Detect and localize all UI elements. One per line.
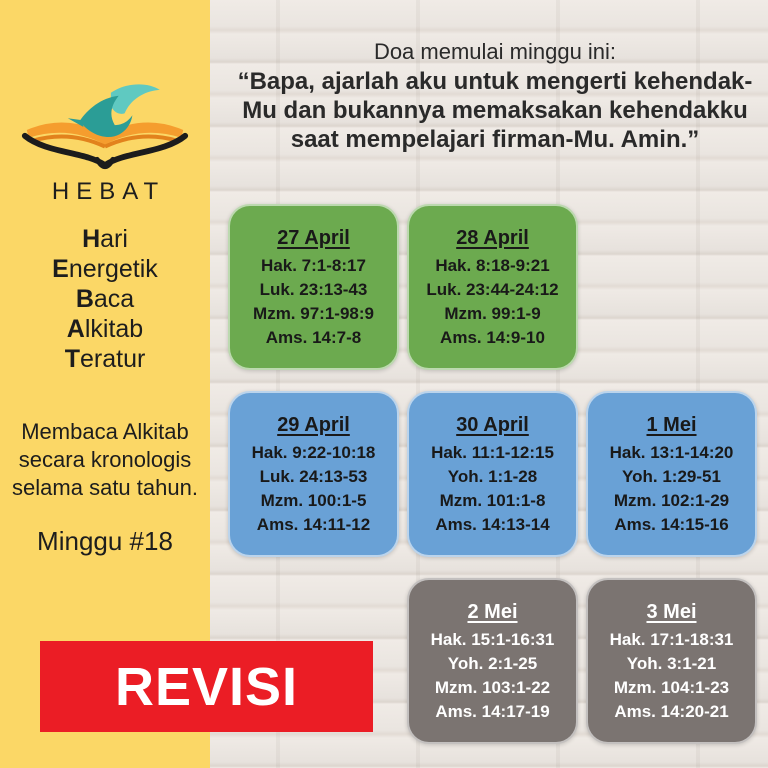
card-reading: Yoh. 2:1-25	[447, 653, 538, 673]
card-reading: Hak. 8:18-9:21	[435, 255, 550, 275]
revisi-label: REVISI	[114, 656, 299, 717]
week-number: Minggu #18	[37, 526, 173, 556]
card-date: 28 April	[456, 226, 529, 249]
schedule-card-29-april	[228, 391, 399, 557]
acrostic-line: Baca	[75, 285, 135, 313]
card-reading: Luk. 24:13-53	[259, 466, 368, 486]
schedule-card-2-mei	[407, 578, 578, 744]
schedule-card-30-april	[407, 391, 578, 557]
acrostic-title	[0, 224, 210, 374]
card-reading: Yoh. 1:29-51	[622, 466, 721, 486]
card-reading: Mzm. 100:1-5	[260, 490, 367, 510]
card-reading: Ams. 14:7-8	[265, 327, 362, 347]
card-reading: Hak. 9:22-10:18	[251, 442, 376, 462]
card-date: 27 April	[277, 226, 350, 249]
card-reading: Mzm. 102:1-29	[613, 490, 730, 510]
card-date: 3 Mei	[646, 600, 697, 623]
acrostic-line: Teratur	[64, 345, 146, 373]
card-reading: Ams. 14:9-10	[440, 327, 545, 347]
card-reading: Luk. 23:44-24:12	[426, 279, 559, 299]
card-reading: Ams. 14:11-12	[256, 514, 371, 534]
acrostic-line: Alkitab	[66, 315, 144, 343]
schedule-card-27-april	[228, 204, 399, 370]
card-reading: Luk. 23:13-43	[259, 279, 368, 299]
card-reading: Mzm. 104:1-23	[613, 677, 730, 697]
schedule-card-3-mei	[586, 578, 757, 744]
logo-wordmark: HEBAT	[51, 178, 166, 205]
prayer-quote-line: saat mempelajari firman-Mu. Amin.”	[290, 126, 700, 153]
card-date: 29 April	[277, 413, 350, 436]
card-date: 2 Mei	[467, 600, 518, 623]
revisi-banner	[40, 641, 373, 732]
card-reading: Mzm. 99:1-9	[444, 303, 541, 323]
card-reading: Mzm. 103:1-22	[434, 677, 551, 697]
card-reading: Ams. 14:20-21	[614, 701, 729, 721]
prayer-quote-line: “Bapa, ajarlah aku untuk mengerti kehendak-	[237, 68, 753, 95]
card-reading: Hak. 7:1-8:17	[261, 255, 366, 275]
card-date: 30 April	[456, 413, 529, 436]
schedule-card-28-april	[407, 204, 578, 370]
prayer-quote-line: Mu dan bukannya memaksakan kehendakku	[242, 97, 748, 124]
program-description: Membaca Alkitab secara kronologis selama satu tahun.	[12, 419, 198, 500]
card-reading: Hak. 11:1-12:15	[431, 442, 554, 462]
prayer-intro: Doa memulai minggu ini:	[373, 39, 617, 64]
card-reading: Yoh. 3:1-21	[626, 653, 717, 673]
hebat-logo	[17, 80, 193, 176]
acrostic-line: Energetik	[52, 255, 158, 283]
card-date: 1 Mei	[646, 413, 697, 436]
card-reading: Yoh. 1:1-28	[447, 466, 538, 486]
card-reading: Hak. 13:1-14:20	[609, 442, 734, 462]
card-reading: Hak. 17:1-18:31	[609, 629, 734, 649]
card-reading: Mzm. 101:1-8	[439, 490, 546, 510]
card-reading: Ams. 14:13-14	[435, 514, 550, 534]
prayer-block	[222, 37, 768, 154]
card-reading: Mzm. 97:1-98:9	[253, 303, 374, 323]
card-reading: Ams. 14:17-19	[435, 701, 550, 721]
card-reading: Hak. 15:1-16:31	[430, 629, 555, 649]
schedule-card-1-mei	[586, 391, 757, 557]
card-reading: Ams. 14:15-16	[614, 514, 729, 534]
acrostic-line: Hari	[82, 225, 128, 253]
